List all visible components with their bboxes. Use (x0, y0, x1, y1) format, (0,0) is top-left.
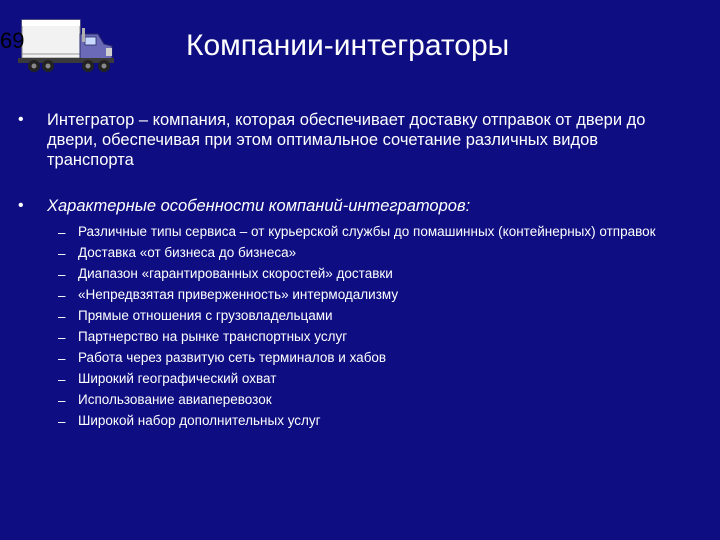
dash-marker: – (58, 246, 66, 261)
list-item (0, 411, 720, 432)
list-item (0, 285, 720, 306)
dash-marker: – (58, 351, 66, 366)
dash-marker: – (58, 267, 66, 282)
dash-marker: – (58, 414, 66, 429)
list-item-text: Диапазон «гарантированных скоростей» доставки (78, 266, 393, 281)
dash-marker: – (58, 288, 66, 303)
dash-marker: – (58, 225, 66, 240)
list-item (0, 369, 720, 390)
list-item (0, 348, 720, 369)
bullet-marker: • (18, 197, 24, 214)
slide-number: 69 (0, 28, 25, 53)
list-item (0, 306, 720, 327)
list-item-text: «Непредвзятая приверженность» интермодализму (78, 287, 399, 302)
dash-marker: – (58, 330, 66, 345)
features-list (0, 222, 720, 432)
list-item (0, 327, 720, 348)
list-item (0, 390, 720, 411)
bullet-text: Характерные особенности компаний-интеграторов: (47, 197, 471, 215)
dash-marker: – (58, 309, 66, 324)
slide-title: Компании-интеграторы (186, 29, 510, 62)
list-item-text: Доставка «от бизнеса до бизнеса» (78, 245, 297, 260)
list-item (0, 264, 720, 285)
list-item-text: Прямые отношения с грузовладельцами (78, 308, 333, 323)
list-item (0, 222, 720, 243)
list-item-text: Партнерство на рынке транспортных услуг (78, 329, 348, 344)
bullet-marker: • (18, 111, 24, 128)
list-item-text: Широкой набор дополнительных услуг (78, 413, 321, 428)
list-item-text: Использование авиаперевозок (78, 392, 272, 407)
dash-marker: – (58, 372, 66, 387)
list-item (0, 243, 720, 264)
list-item-text: Работа через развитую сеть терминалов и хабов (78, 350, 387, 365)
dash-marker: – (58, 393, 66, 408)
bullet-text: Интегратор – компания, которая обеспечивает доставку отправок от двери до двери, обеспечивая при этом оптимальное сочетание различных видов транспорта (47, 111, 646, 169)
truck-icon (8, 14, 120, 78)
list-item-text: Различные типы сервиса – от курьерской службы до помашинных (контейнерных) отправок (78, 224, 656, 239)
list-item-text: Широкий географический охват (78, 371, 277, 386)
